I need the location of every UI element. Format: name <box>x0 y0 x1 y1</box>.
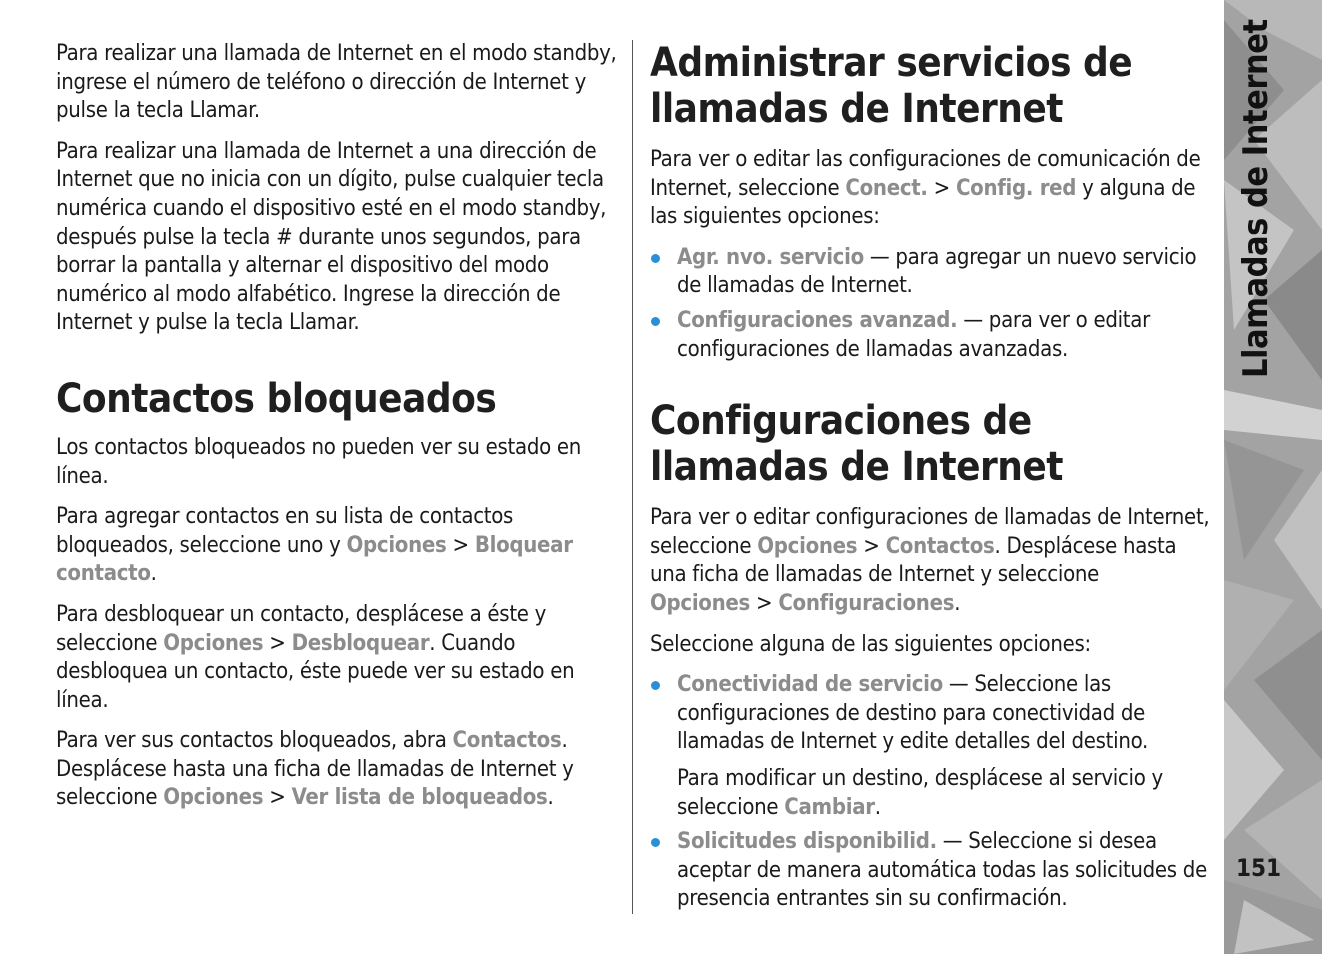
paragraph: Para agregar contactos en su lista de contactos bloqueados, seleccione uno y Opciones > Bloquear contacto. <box>56 504 573 587</box>
menu-separator: > <box>933 175 950 201</box>
ui-term: Opciones <box>757 533 858 559</box>
ui-term: Opciones <box>163 630 264 656</box>
section-heading-contactos-bloqueados: Contactos bloqueados <box>56 375 497 422</box>
ui-term: Opciones <box>346 532 447 558</box>
ui-term: Configuraciones <box>778 590 955 616</box>
column-divider <box>632 40 633 914</box>
left-column <box>56 40 618 825</box>
paragraph: Para ver sus contactos bloqueados, abra Contactos. Desplácese hasta una ficha de llamadas de Internet y seleccione Opciones > Ver lista de bloqueados. <box>56 728 574 811</box>
ui-term: Contactos <box>452 728 562 754</box>
list-item: Conectividad de servicio — Seleccione las configuraciones de destino para conectividad de llamadas de Internet y edite detalles del destino. Para modificar un destino, desplácese al servicio y seleccione Cambiar. <box>650 671 1212 822</box>
bullet-icon <box>651 838 660 847</box>
paragraph: Para desbloquear un contacto, desplácese a éste y seleccione Opciones > Desbloquear. Cuando desbloquea un contacto, éste puede ver su estado en línea. <box>56 601 575 713</box>
bullet-icon <box>651 317 660 326</box>
paragraph: Para realizar una llamada de Internet en el modo standby, ingrese el número de teléfono o dirección de Internet y pulse la tecla Llamar. <box>56 41 617 124</box>
ui-term: Configuraciones avanzad. <box>677 307 958 333</box>
ui-term: Solicitudes disponibilid. <box>677 829 937 855</box>
page-number: 151 <box>1236 854 1282 882</box>
list-item: Solicitudes disponibilid. — Seleccione si desea aceptar de manera automática todas las solicitudes de presencia entrantes sin su confirmación. <box>650 828 1212 914</box>
ui-term: Agr. nvo. servicio <box>677 244 864 270</box>
bullet-icon <box>651 681 660 690</box>
right-column <box>650 40 1212 922</box>
section-heading-administrar: Administrar servicios de llamadas de Internet <box>650 40 1133 132</box>
section-heading-configuraciones: Configuraciones de llamadas de Internet <box>650 398 1064 491</box>
paragraph: Para ver o editar las configuraciones de comunicación de Internet, seleccione Conect. > Config. red y alguna de las siguientes opciones: <box>650 147 1201 230</box>
options-list <box>650 671 1212 914</box>
menu-separator: > <box>269 785 286 811</box>
list-item: Agr. nvo. servicio — para agregar un nuevo servicio de llamadas de Internet. <box>650 244 1212 301</box>
menu-separator: > <box>269 630 286 656</box>
ui-term: Config. red <box>955 175 1077 201</box>
paragraph: Para ver o editar configuraciones de llamadas de Internet, seleccione Opciones > Contactos. Desplácese hasta una ficha de llamadas de Internet y seleccione Opciones > Configuraciones. <box>650 505 1210 616</box>
paragraph: Los contactos bloqueados no pueden ver su estado en línea. <box>56 434 582 489</box>
ui-term: Ver lista de bloqueados <box>291 785 548 811</box>
menu-separator: > <box>863 533 880 559</box>
ui-term: Desbloquear <box>291 630 430 656</box>
ui-term: Opciones <box>163 785 264 811</box>
ui-term: Conect. <box>845 175 928 201</box>
bullet-icon <box>651 254 660 263</box>
ui-term: Contactos <box>885 533 995 559</box>
ui-term: Bloquear contacto <box>56 532 573 587</box>
options-list <box>650 244 1212 364</box>
sub-paragraph: Para modificar un destino, desplácese al servicio y seleccione Cambiar. <box>677 765 1163 820</box>
menu-separator: > <box>756 590 773 616</box>
list-item: Configuraciones avanzad. — para ver o editar configuraciones de llamadas avanzadas. <box>650 307 1212 364</box>
ui-term: Cambiar <box>784 794 875 820</box>
menu-separator: > <box>452 532 469 558</box>
chapter-title: Llamadas de Internet <box>1236 19 1276 378</box>
ui-term: Opciones <box>650 590 751 616</box>
ui-term: Conectividad de servicio <box>677 672 943 698</box>
paragraph: Seleccione alguna de las siguientes opciones: <box>650 631 1091 657</box>
paragraph: Para realizar una llamada de Internet a una dirección de Internet que no inicia con un dígito, pulse cualquier tecla numérica cuando el dispositivo esté en el modo standby, después pulse la tecla # durante unos segundos, para borrar la pantalla y alternar el dispositivo del modo numérico al modo alfabético. Ingrese la dirección de Internet y pulse la tecla Llamar. <box>56 138 607 336</box>
